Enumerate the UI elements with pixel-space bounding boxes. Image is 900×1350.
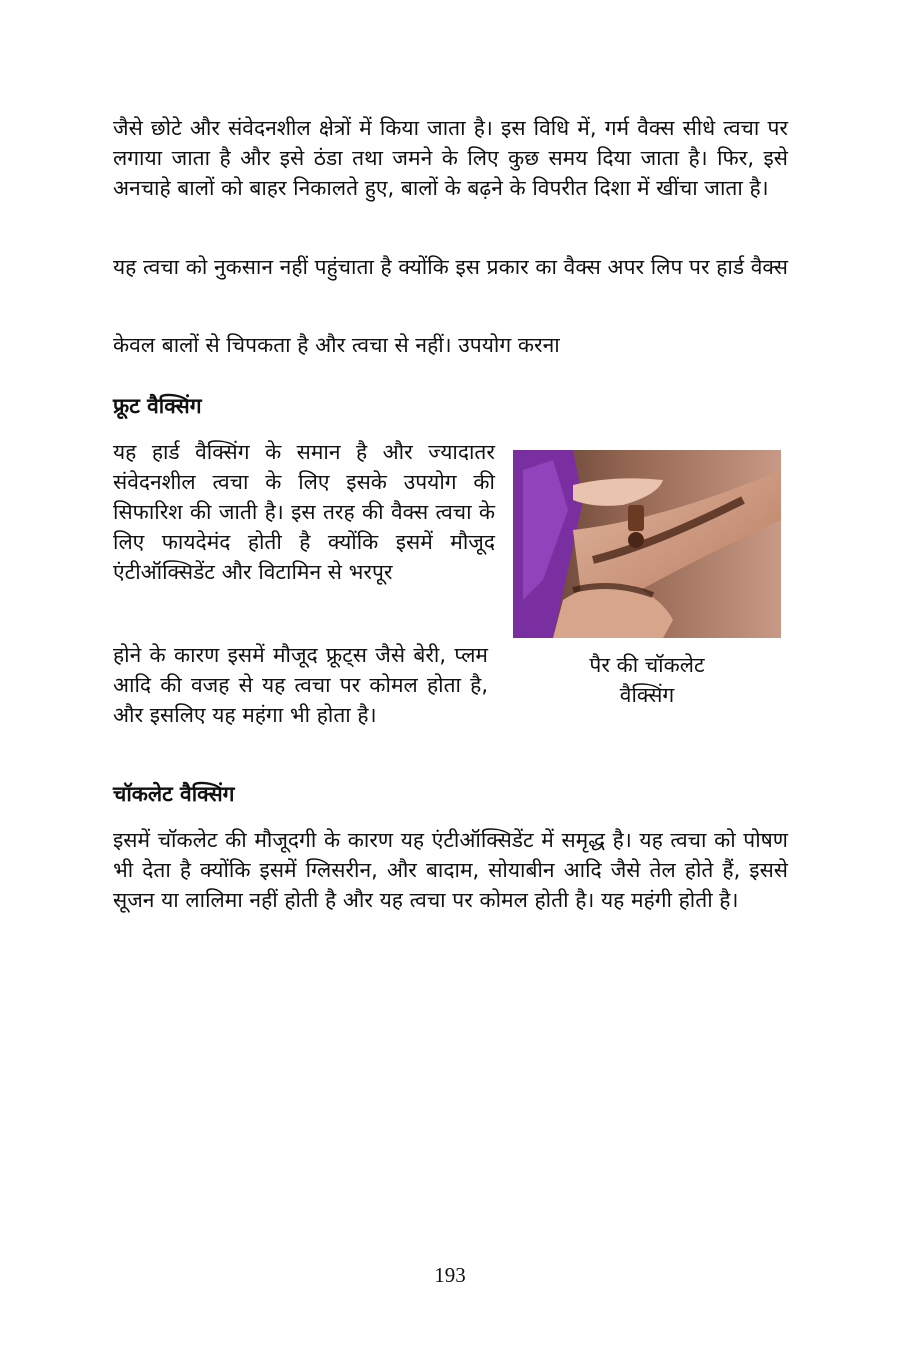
paragraph-sticks-to-hair: केवल बालों से चिपकता है और त्वचा से नहीं। उपयोग करना — [113, 333, 560, 357]
paragraph-chocolate-waxing: इसमें चॉकलेट की मौजूदगी के कारण यह एंटीऑक्सिडेंट में समृद्ध है। यह त्वचा को पोषण भी देता है क्योंकि इसमें ग्लिसरीन, और बादाम, सोयाबीन आदि जैसे तेल होते हैं, इससे सूजन या लालिमा नहीं होती है और यह त्वचा पर कोमल होती है। यह महंगी होती है। — [113, 828, 788, 912]
heading-chocolate-waxing: चॉकलेट वैक्सिंग — [113, 782, 235, 806]
paragraph-fruit-waxing-top: यह हार्ड वैक्सिंग के समान है और ज्यादातर संवेदनशील त्वचा के लिए इसके उपयोग की सिफारिश की जाती है। इस तरह की वैक्स त्वचा के लिए फायदेमंद होती है क्योंकि इसमें मौजूद एंटीऑक्सिडेंट और विटामिन से भरपूर — [113, 440, 495, 584]
caption-line-2: वैक्सिंग — [619, 683, 675, 707]
chocolate-waxing-photo — [513, 450, 781, 638]
page-number: 193 — [434, 1263, 466, 1287]
paragraph-hot-wax-method: जैसे छोटे और संवेदनशील क्षेत्रों में किया जाता है। इस विधि में, गर्म वैक्स सीधे त्वचा पर लगाया जाता है और इसे ठंडा तथा जमने के लिए कुछ समय दिया जाता है। फिर, इसे अनचाहे बालों को बाहर निकालते हुए, बालों के बढ़ने के विपरीत दिशा में खींचा जाता है। — [113, 116, 788, 200]
paragraph-fruit-waxing-bottom: होने के कारण इसमें मौजूद फ्रूट्स जैसे बेरी, प्लम आदि की वजह से यह त्वचा पर कोमल होता है, और इसलिए यह महंगा भी होता है। — [113, 643, 488, 727]
paragraph-skin-safety: यह त्वचा को नुकसान नहीं पहुंचाता है क्योंकि इस प्रकार का वैक्स अपर लिप पर हार्ड वैक्स — [113, 255, 788, 279]
heading-fruit-waxing: फ्रूट वैक्सिंग — [113, 394, 202, 418]
photo-caption — [513, 650, 781, 710]
caption-line-1: पैर की चॉकलेट — [589, 653, 705, 677]
